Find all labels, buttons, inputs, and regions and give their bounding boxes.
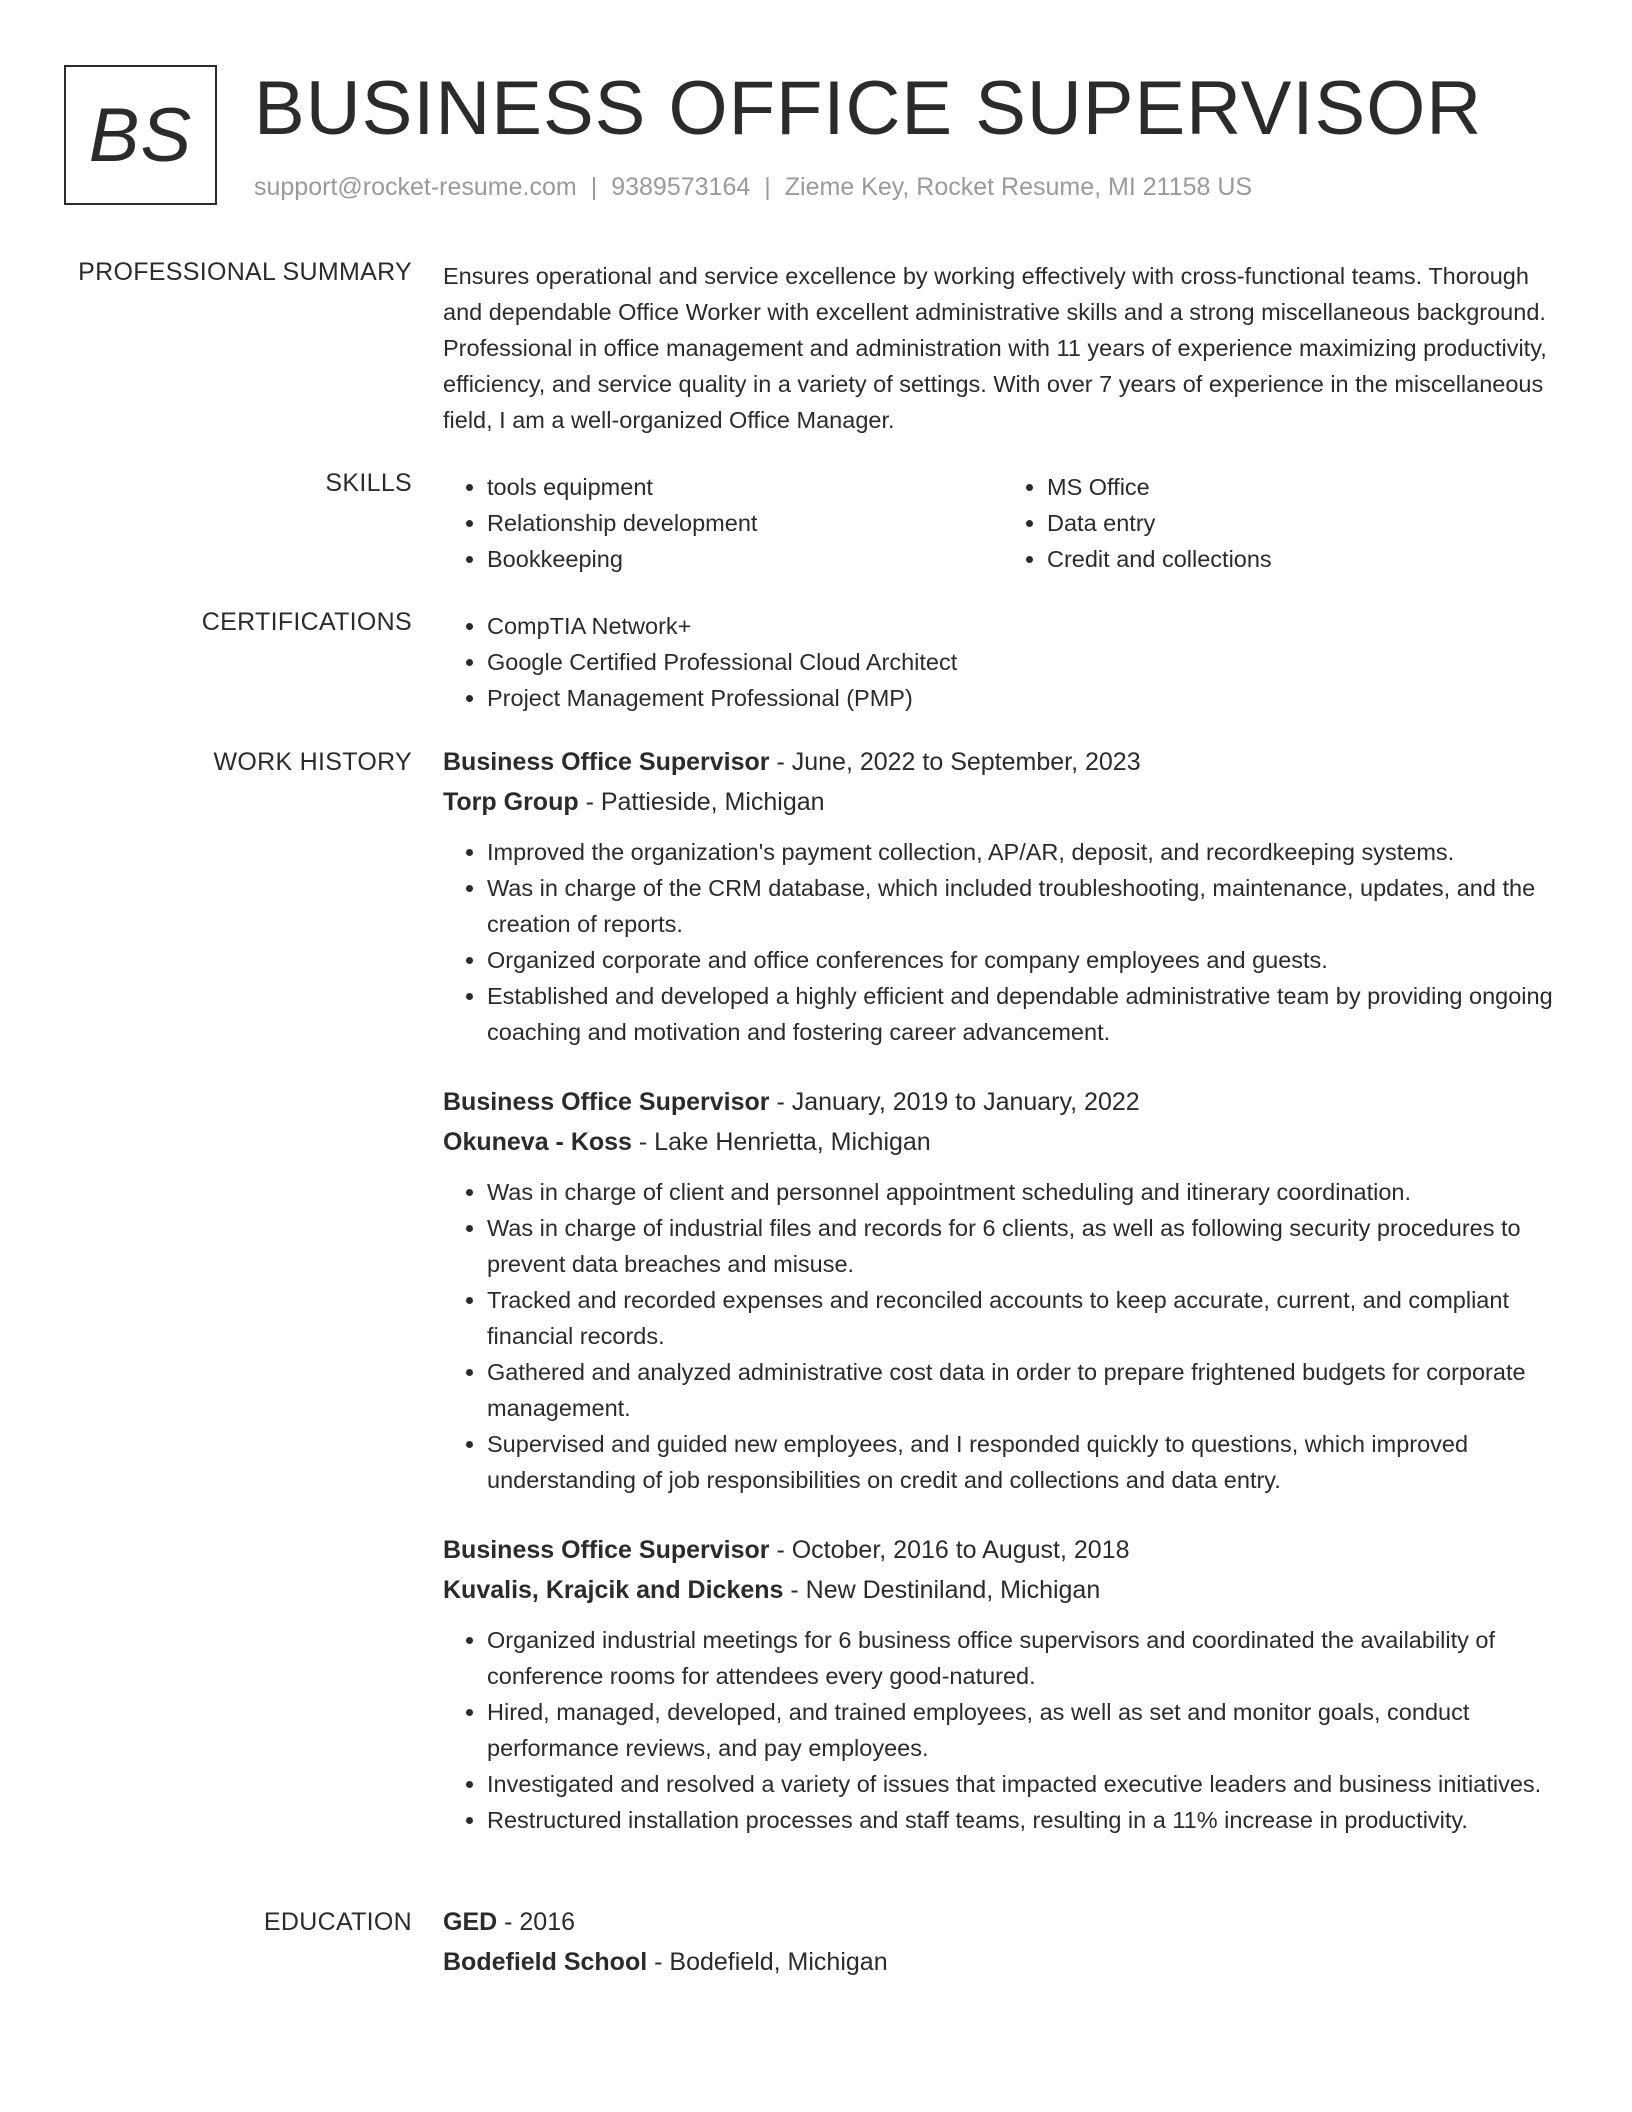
skill-item: • Credit and collections bbox=[1047, 541, 1563, 577]
job-bullet: • Was in charge of industrial files and records for 6 clients, as well as following security procedures to prevent data breaches and misuse. bbox=[487, 1210, 1563, 1282]
job-bullet: • Supervised and guided new employees, and I responded quickly to questions, which improved understanding of job responsibilities on credit and collections and data entry. bbox=[487, 1426, 1563, 1498]
job-bullets bbox=[443, 1622, 1563, 1838]
job-bullet: • Improved the organization's payment collection, AP/AR, deposit, and recordkeeping systems. bbox=[487, 834, 1563, 870]
job-bullet: • Gathered and analyzed administrative cost data in order to prepare frightened budgets for corporate management. bbox=[487, 1354, 1563, 1426]
job-company: Okuneva - Koss bbox=[443, 1128, 632, 1156]
contact-phone[interactable]: 9389573164 bbox=[611, 173, 751, 201]
certification-item: • Google Certified Professional Cloud Architect bbox=[487, 644, 1563, 680]
job-bullet: • Investigated and resolved a variety of issues that impacted executive leaders and business initiatives. bbox=[487, 1766, 1563, 1802]
job-bullet: • Organized industrial meetings for 6 business office supervisors and coordinated the availability of conference rooms for attendees every good-natured. bbox=[487, 1622, 1563, 1694]
education-year: - 2016 bbox=[497, 1908, 576, 1936]
section-label-education: EDUCATION bbox=[263, 1908, 412, 1936]
job-location: - Lake Henrietta, Michigan bbox=[631, 1128, 931, 1156]
job-title-line bbox=[443, 742, 1563, 782]
job-entry bbox=[443, 742, 1563, 1050]
certification-item: • Project Management Professional (PMP) bbox=[487, 680, 1563, 716]
job-entry bbox=[443, 1082, 1563, 1498]
job-company-line bbox=[443, 1122, 1563, 1162]
skills-list-left bbox=[443, 469, 1003, 577]
certifications-content bbox=[443, 608, 1563, 716]
job-title: Business Office Supervisor bbox=[443, 748, 770, 776]
job-company: Kuvalis, Krajcik and Dickens bbox=[443, 1576, 784, 1604]
job-title-line bbox=[443, 1082, 1563, 1122]
job-bullets bbox=[443, 1174, 1563, 1498]
job-bullet: • Was in charge of the CRM database, which included troubleshooting, maintenance, updates, and the creation of reports. bbox=[487, 870, 1563, 942]
section-label-skills: SKILLS bbox=[325, 469, 412, 497]
education-location: - Bodefield, Michigan bbox=[647, 1948, 888, 1976]
contact-separator: | bbox=[764, 173, 771, 201]
job-dates: - June, 2022 to September, 2023 bbox=[769, 748, 1141, 776]
job-title: Business Office Supervisor bbox=[443, 1088, 770, 1116]
education-degree: GED bbox=[443, 1908, 498, 1936]
contact-email[interactable]: support@rocket-resume.com bbox=[254, 173, 577, 201]
education-content bbox=[443, 1902, 1563, 1982]
certifications-list bbox=[443, 608, 1563, 716]
job-bullet: • Restructured installation processes and staff teams, resulting in a 11% increase in productivity. bbox=[487, 1802, 1563, 1838]
job-dates: - October, 2016 to August, 2018 bbox=[769, 1536, 1130, 1564]
skill-item: • tools equipment bbox=[487, 469, 1003, 505]
job-bullet: • Was in charge of client and personnel appointment scheduling and itinerary coordination. bbox=[487, 1174, 1563, 1210]
job-bullets bbox=[443, 834, 1563, 1050]
job-bullet: • Established and developed a highly efficient and dependable administrative team by providing ongoing coaching and motivation and fostering career advancement. bbox=[487, 978, 1563, 1050]
contact-address: Zieme Key, Rocket Resume, MI 21158 US bbox=[784, 173, 1253, 201]
job-location: - New Destiniland, Michigan bbox=[783, 1576, 1101, 1604]
job-company: Torp Group bbox=[443, 788, 579, 816]
skill-item: • MS Office bbox=[1047, 469, 1563, 505]
job-bullet: • Tracked and recorded expenses and reconciled accounts to keep accurate, current, and compliant financial records. bbox=[487, 1282, 1563, 1354]
job-title-line bbox=[443, 1530, 1563, 1570]
job-title: Business Office Supervisor bbox=[443, 1536, 770, 1564]
education-school: Bodefield School bbox=[443, 1948, 648, 1976]
work-history-content bbox=[443, 742, 1563, 1838]
skills-list-right bbox=[1003, 469, 1563, 577]
summary-content bbox=[443, 258, 1563, 438]
certification-item: • CompTIA Network+ bbox=[487, 608, 1563, 644]
job-bullet: • Hired, managed, developed, and trained employees, as well as set and monitor goals, conduct performance reviews, and pay employees. bbox=[487, 1694, 1563, 1766]
job-entry bbox=[443, 1530, 1563, 1838]
contact-line bbox=[254, 173, 1252, 202]
skills-content bbox=[443, 469, 1563, 577]
monogram-logo: BS bbox=[64, 65, 217, 205]
education-school-line bbox=[443, 1942, 1563, 1982]
candidate-name: BUSINESS OFFICE SUPERVISOR bbox=[254, 66, 1483, 151]
job-bullet: • Organized corporate and office conferences for company employees and guests. bbox=[487, 942, 1563, 978]
job-company-line bbox=[443, 1570, 1563, 1610]
section-label-summary: PROFESSIONAL SUMMARY bbox=[78, 258, 412, 286]
section-label-work-history: WORK HISTORY bbox=[213, 748, 412, 776]
education-degree-line bbox=[443, 1902, 1563, 1942]
job-company-line bbox=[443, 782, 1563, 822]
skill-item: • Relationship development bbox=[487, 505, 1003, 541]
job-dates: - January, 2019 to January, 2022 bbox=[769, 1088, 1140, 1116]
resume-header bbox=[64, 65, 1572, 210]
summary-text: Ensures operational and service excellence by working effectively with cross-functional teams. Thorough and dependable Office Worker with excellent administrative skills and a strong miscellaneous background. Professional in office management and administration with 11 years of experience maximizing productivity, efficiency, and service quality in a variety of settings. With over 7 years of experience in the miscellaneous field, I am a well-organized Office Manager. bbox=[443, 263, 1547, 433]
contact-separator: | bbox=[590, 173, 598, 201]
skill-item: • Bookkeeping bbox=[487, 541, 1003, 577]
job-location: - Pattieside, Michigan bbox=[578, 788, 825, 816]
skill-item: • Data entry bbox=[1047, 505, 1563, 541]
section-label-certifications: CERTIFICATIONS bbox=[201, 608, 412, 636]
